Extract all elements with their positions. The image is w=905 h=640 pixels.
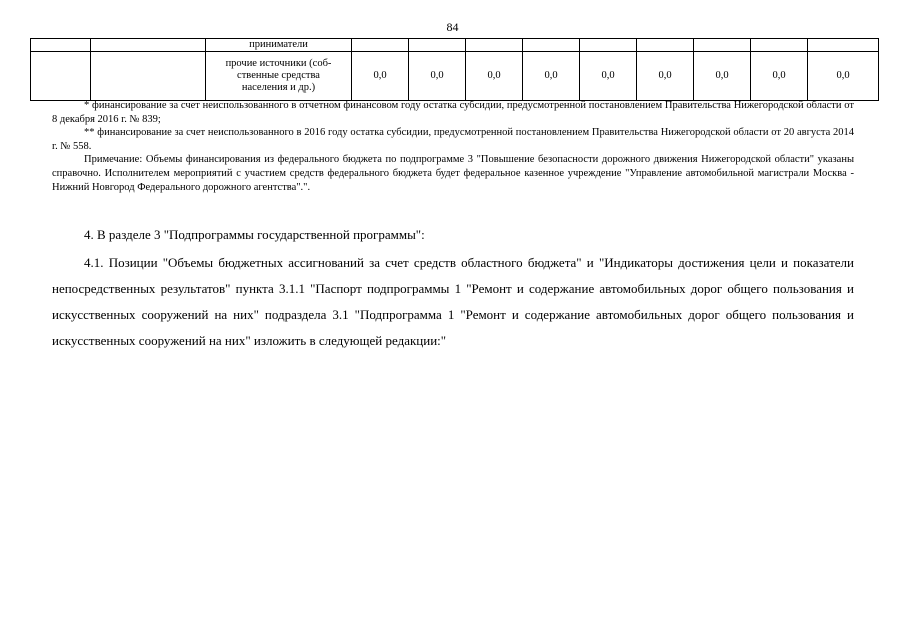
value-cell bbox=[352, 39, 409, 52]
footnote-2: ** финансирование за счет неиспользованного в 2016 году остатка субсидии, предусмотренной постановлением Правительства Нижегородской области от 20 августа 2014 г. № 558. bbox=[52, 127, 854, 152]
value-cell bbox=[466, 39, 523, 52]
table-cell bbox=[31, 52, 91, 101]
source-label bbox=[206, 52, 352, 101]
value-cell: 0,0 bbox=[523, 52, 580, 101]
footnote-note: Примечание: Объемы финансирования из федерального бюджета по подпрограмме 3 "Повышение безопасности дорожного движения Нижегородской области" указаны справочно. Исполнителем мероприятий с участием средств федерального бюджета будет федеральное казенное учреждение "Управление автомобильной магистрали Москва - Нижний Новгород Федерального дорожного агентства".". bbox=[52, 154, 854, 193]
value-cell: 0,0 bbox=[409, 52, 466, 101]
source-label-line: ственные средства bbox=[237, 70, 320, 81]
table-row bbox=[31, 52, 879, 101]
value-cell: 0,0 bbox=[808, 52, 879, 101]
value-cell: 0,0 bbox=[751, 52, 808, 101]
section-4-1-paragraph: 4.1. Позиции "Объемы бюджетных ассигнований за счет средств областного бюджета" и "Индикаторы достижения цели и показатели непосредственных результатов" пункта 3.1.1 "Паспорт подпрограммы 1 "Ремонт и содержание автомобильных дорог общего пользования и искусственных сооружений на них" подраздела 3.1 "Подпрограмма 1 "Ремонт и содержание автомобильных дорог общего пользования и искусственных сооружений на них" изложить в следующей редакции:" bbox=[52, 255, 854, 348]
value-cell: 0,0 bbox=[694, 52, 751, 101]
footnote-1: * финансирование за счет неиспользованного в отчетном финансовом году остатка субсидии, предусмотренной постановлением Правительства Нижегородской области от 8 декабря 2016 г. № 839; bbox=[52, 100, 854, 125]
financing-table bbox=[30, 38, 879, 101]
value-cell bbox=[523, 39, 580, 52]
value-cell bbox=[694, 39, 751, 52]
value-cell bbox=[580, 39, 637, 52]
footnotes bbox=[52, 99, 854, 194]
table-cell bbox=[31, 39, 91, 52]
source-label-line: населения и др.) bbox=[241, 82, 316, 93]
table-cell bbox=[91, 52, 206, 101]
main-text bbox=[52, 222, 854, 354]
page-number: 84 bbox=[446, 20, 459, 34]
section-4-heading: 4. В разделе 3 "Подпрограммы государственной программы": bbox=[84, 227, 425, 242]
table-cell bbox=[91, 39, 206, 52]
value-cell: 0,0 bbox=[466, 52, 523, 101]
source-label: приниматели bbox=[206, 39, 352, 52]
value-cell: 0,0 bbox=[637, 52, 694, 101]
source-label-line: прочие источники (соб- bbox=[225, 58, 332, 69]
value-cell bbox=[637, 39, 694, 52]
value-cell bbox=[751, 39, 808, 52]
value-cell: 0,0 bbox=[352, 52, 409, 101]
value-cell: 0,0 bbox=[580, 52, 637, 101]
value-cell bbox=[808, 39, 879, 52]
value-cell bbox=[409, 39, 466, 52]
table-row bbox=[31, 39, 879, 52]
